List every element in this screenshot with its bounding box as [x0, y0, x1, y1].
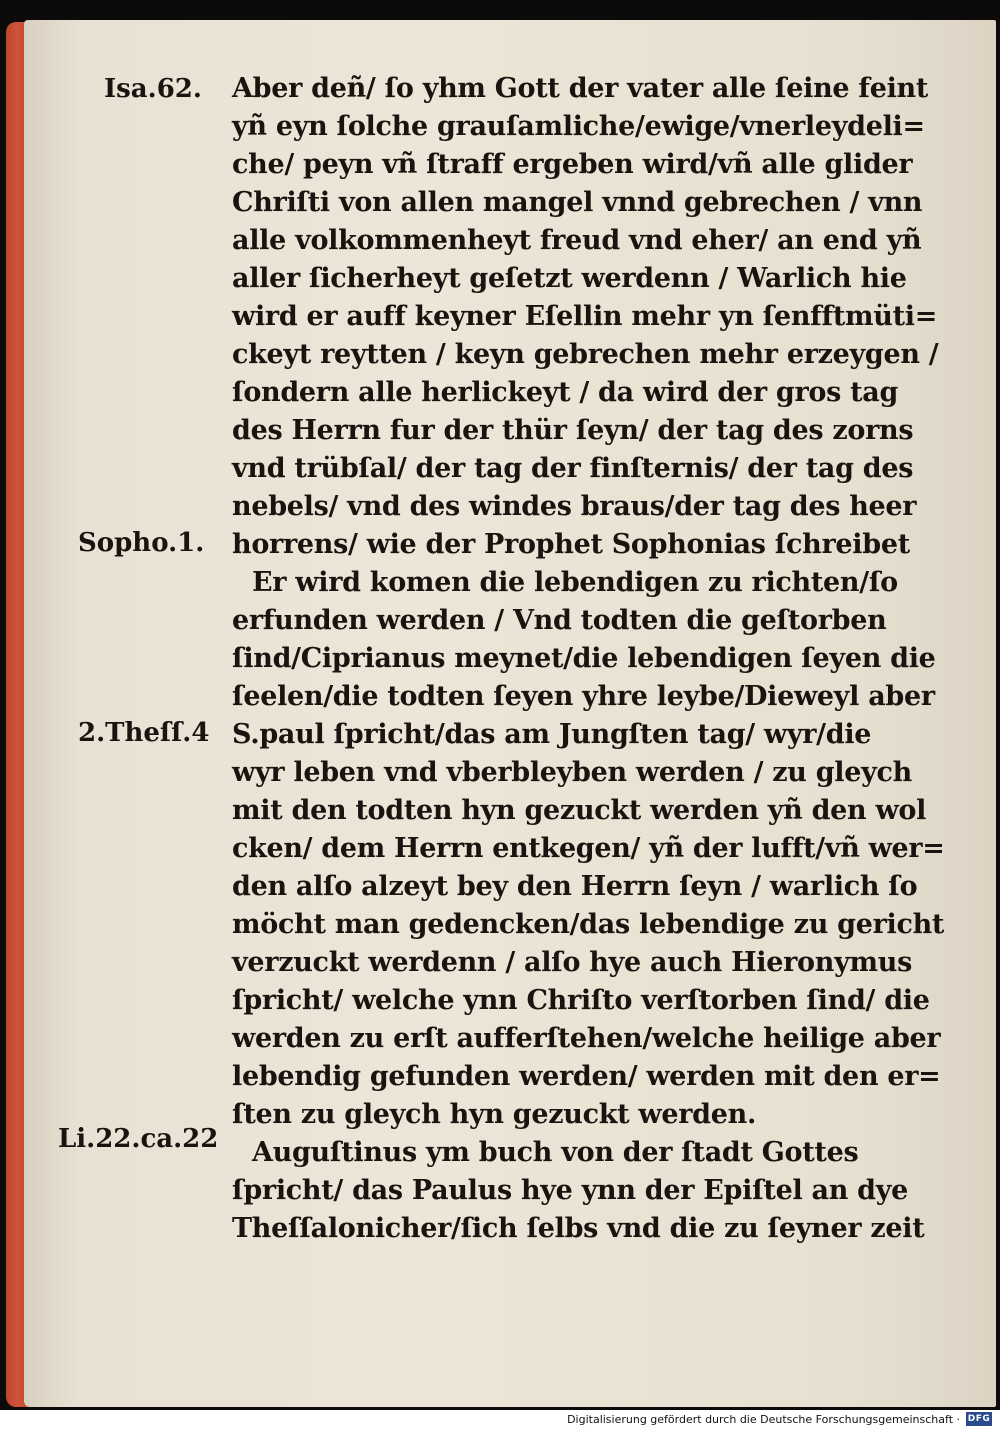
text-line-10: des Herrn fur der thür ſeyn/ der tag des zorns [232, 415, 914, 446]
text-line-25: ſpricht/ welche ynn Chriſto verſtorben ſind/ die [232, 985, 930, 1016]
text-line-19: wyr leben vnd vberbleyben werden / zu gleych [232, 757, 912, 788]
text-line-15: erfunden werden / Vnd todten die geſtorben [232, 605, 887, 636]
footer-credit: Digitalisierung gefördert durch die Deutsche Forschungsgemeinschaft · [567, 1413, 960, 1426]
text-line-5: alle volkommenheyt freud vnd eher/ an end yñ [232, 225, 922, 256]
text-line-13: horrens/ wie der Prophet Sophonias ſchreibet [232, 529, 910, 560]
text-line-16: ſind/Ciprianus meynet/die lebendigen ſeyen die [232, 643, 936, 674]
margin-note-thess: 2.Theſſ.4 [78, 718, 210, 748]
text-line-3: che/ peyn vñ ſtraff ergeben wird/vñ alle glider [232, 149, 913, 180]
text-line-20: mit den todten hyn gezuckt werden yñ den wol [232, 795, 927, 826]
text-line-6: aller ſicherheyt geſetzt werdenn / Warlich hie [232, 263, 907, 294]
text-line-24: verzuckt werdenn / alſo hye auch Hieronymus [232, 947, 912, 978]
text-line-4: Chriſti von allen mangel vnnd gebrechen / vnn [232, 187, 923, 218]
text-line-2: yñ eyn ſolche grauſamliche/ewige/vnerleydeli= [232, 111, 925, 142]
margin-note-isa: Isa.62. [104, 74, 202, 104]
text-line-29: Auguſtinus ym buch von der ſtadt Gottes [252, 1137, 859, 1168]
text-line-17: ſeelen/die todten ſeyen yhre leybe/Dieweyl aber [232, 681, 935, 712]
text-line-23: möcht man gedencken/das lebendige zu gericht [232, 909, 945, 940]
text-line-8: ckeyt reytten / keyn gebrechen mehr erzeygen / [232, 339, 939, 370]
text-line-28: ſten zu gleych hyn gezuckt werden. [232, 1099, 757, 1130]
margin-note-li: Li.22.ca.22 [58, 1124, 219, 1154]
text-line-14: Er wird komen die lebendigen zu richten/ſo [252, 567, 898, 598]
dfg-logo-icon: DFG [967, 1414, 991, 1424]
text-line-30: ſpricht/ das Paulus hye ynn der Epiſtel an dye [232, 1175, 908, 1206]
text-line-12: nebels/ vnd des windes braus/der tag des heer [232, 491, 917, 522]
margin-note-sopho: Sopho.1. [78, 528, 205, 558]
text-line-18: S.paul ſpricht/das am Jungſten tag/ wyr/die [232, 719, 872, 750]
text-line-31: Theſſalonicher/ſich ſelbs vnd die zu ſeyner zeit [232, 1213, 925, 1244]
text-line-22: den alſo alzeyt bey den Herrn ſeyn / warlich ſo [232, 871, 918, 902]
text-line-1: Aber deñ/ ſo yhm Gott der vater alle ſeine feint [232, 73, 929, 104]
text-line-27: lebendig gefunden werden/ werden mit den er= [232, 1061, 941, 1092]
text-line-26: werden zu erſt aufferſtehen/welche heilige aber [232, 1023, 941, 1054]
text-line-11: vnd trübſal/ der tag der finſternis/ der tag des [232, 453, 914, 484]
text-line-7: wird er auff keyner Eſellin mehr yn ſenfftmüti= [232, 301, 938, 332]
text-line-21: cken/ dem Herrn entkegen/ yñ der lufft/vñ wer= [232, 833, 945, 864]
text-line-9: ſondern alle herlickeyt / da wird der gros tag [232, 377, 899, 408]
